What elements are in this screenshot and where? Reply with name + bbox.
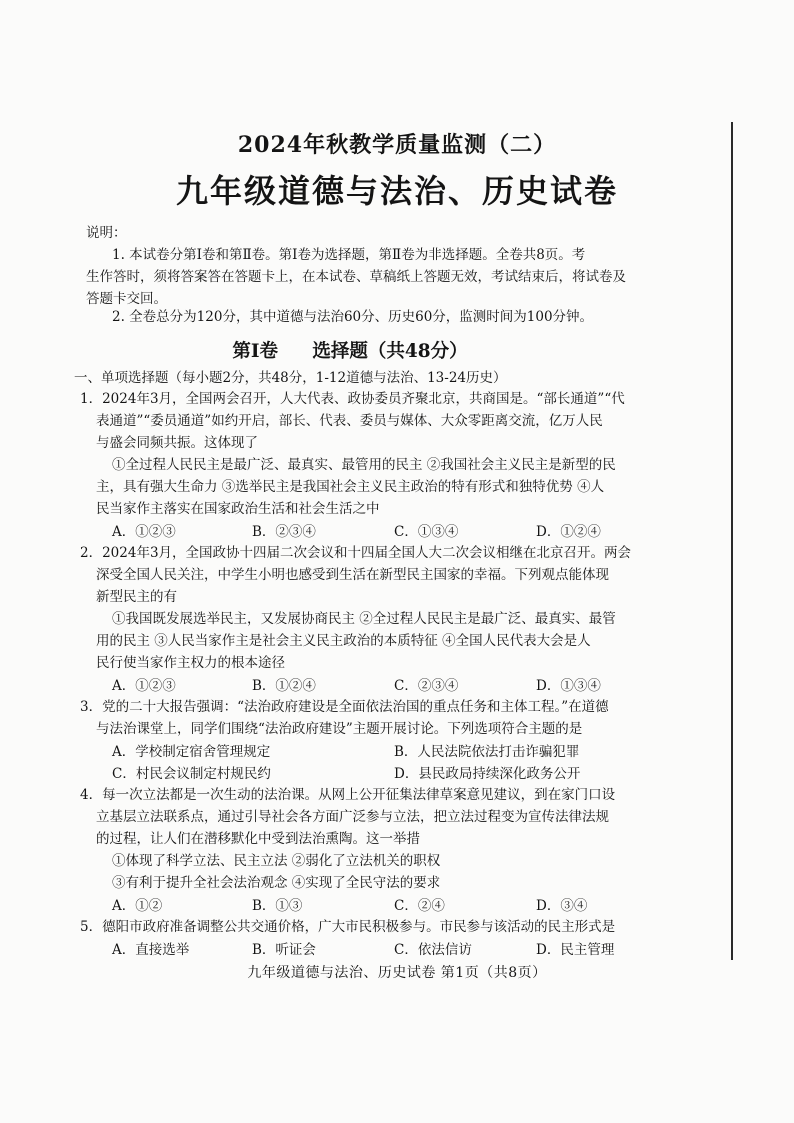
question-line: 新型民主的有 [96, 589, 177, 605]
section-name: 选择题（共48分） [312, 341, 468, 362]
question-line: 1．2024年3月，全国两会召开，人大代表、政协委员齐聚北京，共商国是。“部长通道”“代 [80, 391, 625, 407]
question-line: 表通道”“委员通道”如约开启，部长、代表、委员与媒体、大众零距离交流，亿万人民 [96, 413, 603, 429]
answer-option: C．①③④ [394, 524, 459, 540]
answer-option: A．①②③ [112, 678, 176, 694]
answer-option: C．依法信访 [394, 942, 472, 958]
question-line: 用的民主 ③人民当家作主是社会主义民主政治的本质特征 ④全国人民代表大会是人 [96, 633, 591, 649]
answer-option: B．①②④ [252, 678, 316, 694]
question-line: 民行使当家作主权力的根本途径 [96, 655, 285, 671]
question-line: ①体现了科学立法、民主立法 ②弱化了立法机关的职权 [112, 853, 441, 869]
question-line: 深受全国人民关注，中学生小明也感受到生活在新型民主国家的幸福。下列观点能体现 [96, 567, 609, 583]
answer-option: A．直接选举 [112, 942, 190, 958]
answer-option: C．②③④ [394, 678, 459, 694]
section-part: 第Ⅰ卷 [232, 341, 278, 362]
question-line: 5．德阳市政府准备调整公共交通价格，广大市民积极参与。市民参与该活动的民主形式是 [80, 919, 616, 935]
question-line: 立基层立法联系点，通过引导社会各方面广泛参与立法，把立法过程变为宣传法律法规 [96, 809, 609, 825]
instruction-line: 1. 本试卷分第Ⅰ卷和第Ⅱ卷。第Ⅰ卷为选择题，第Ⅱ卷为非选择题。全卷共8页。考 [112, 247, 586, 263]
section-title [0, 337, 700, 363]
answer-option: C．村民会议制定村规民约 [112, 766, 271, 782]
instruction-line: 生作答时，须将答案答在答题卡上，在本试卷、草稿纸上答题无效，考试结束后，将试卷及 [86, 269, 626, 285]
question-line: 3．党的二十大报告强调：“法治政府建设是全面依法治国的重点任务和主体工程。”在道德 [80, 699, 609, 715]
fold-line [731, 122, 733, 960]
instruction-line: 答题卡交回。 [86, 291, 167, 307]
instruction-line: 2. 全卷总分为120分，其中道德与法治60分、历史60分，监测时间为100分钟。 [112, 309, 594, 325]
question-line: ①我国既发展选举民主，又发展协商民主 ②全过程人民民主是最广泛、最真实、最管 [112, 611, 616, 627]
answer-option: A．①② [112, 898, 163, 914]
answer-option: B．听证会 [252, 942, 316, 958]
answer-option: D．①②④ [536, 524, 601, 540]
answer-option: A．①②③ [112, 524, 176, 540]
answer-option: A．学校制定宿舍管理规定 [112, 744, 271, 760]
question-line: ③有利于提升全社会法治观念 ④实现了全民守法的要求 [112, 875, 441, 891]
question-line: 民当家作主落实在国家政治生活和社会生活之中 [96, 501, 380, 517]
question-line: 4．每一次立法都是一次生动的法治课。从网上公开征集法律草案意见建议，到在家门口设 [80, 787, 616, 803]
section-heading: 一、单项选择题（每小题2分，共48分，1-12道德与法治、13-24历史） [74, 370, 507, 386]
answer-option: D．③④ [536, 898, 588, 914]
answer-option: B．②③④ [252, 524, 316, 540]
exam-title: 2024年秋教学质量监测（二） [237, 132, 557, 158]
answer-option: B．①③ [252, 898, 303, 914]
instructions-heading: 说明： [86, 225, 127, 241]
answer-option: B．人民法院依法打击诈骗犯罪 [394, 744, 580, 760]
page-footer: 九年级道德与法治、历史试卷 第1页（共8页） [247, 965, 547, 981]
answer-option: D．民主管理 [536, 942, 615, 958]
question-line: ①全过程人民民主是最广泛、最真实、最管用的民主 ②我国社会主义民主是新型的民 [112, 457, 616, 473]
exam-subject-title: 九年级道德与法治、历史试卷 [175, 172, 618, 210]
question-line: 与法治课堂上，同学们围绕“法治政府建设”主题开展讨论。下列选项符合主题的是 [96, 721, 583, 737]
question-line: 主，具有强大生命力 ③选举民主是我国社会主义民主政治的特有形式和独特优势 ④人 [96, 479, 605, 495]
answer-option: D．①③④ [536, 678, 601, 694]
question-line: 2．2024年3月，全国政协十四届二次会议和十四届全国人大二次会议相继在北京召开。两会 [80, 545, 632, 561]
answer-option: C．②④ [394, 898, 445, 914]
question-line: 与盛会同频共振。这体现了 [96, 435, 258, 451]
question-line: 的过程，让人们在潜移默化中受到法治熏陶。这一举措 [96, 831, 420, 847]
answer-option: D．县民政局持续深化政务公开 [394, 766, 581, 782]
